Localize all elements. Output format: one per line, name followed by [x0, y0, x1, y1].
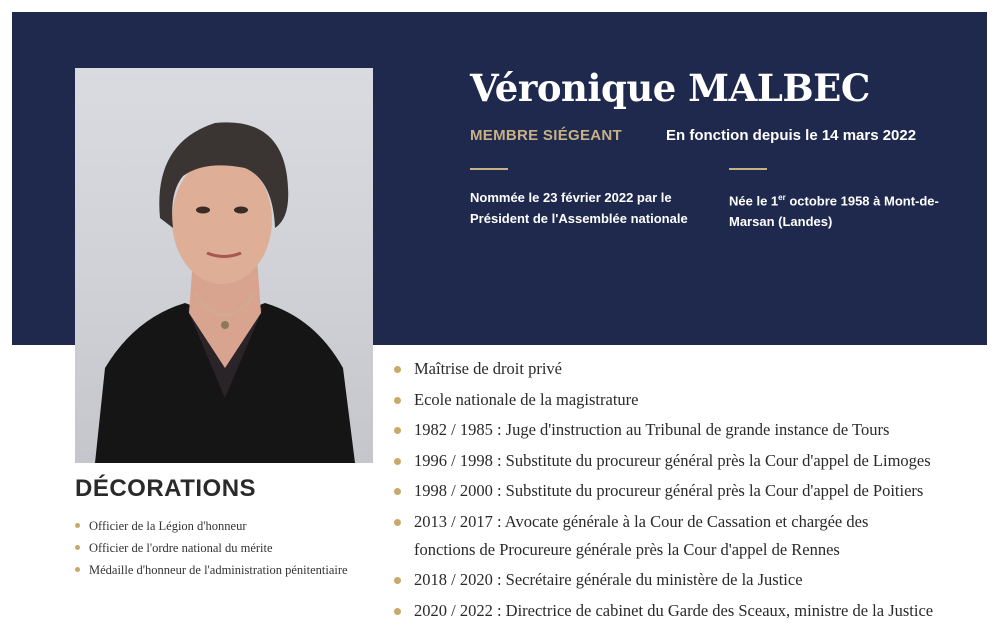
career-item — [392, 566, 933, 594]
career-item — [392, 477, 933, 505]
bullet-icon — [394, 519, 401, 526]
appointment-text: Nommée le 23 février 2022 par le Président de l'Assemblée nationale — [470, 190, 688, 226]
career-item — [392, 355, 933, 383]
bullet-icon — [394, 608, 401, 615]
bullet-icon — [394, 366, 401, 373]
career-item-text: 1996 / 1998 : Substitute du procureur général près la Cour d'appel de Limoges — [414, 450, 931, 470]
bullet-icon — [394, 577, 401, 584]
bullet-icon — [394, 427, 401, 434]
decorations-list — [75, 515, 348, 581]
bullet-icon — [394, 488, 401, 495]
decoration-item-text: Officier de l'ordre national du mérite — [89, 541, 273, 555]
birth-prefix: Née le 1 — [729, 193, 779, 209]
career-item-text: 2018 / 2020 : Secrétaire générale du ministère de la Justice — [414, 570, 803, 589]
career-item — [392, 416, 933, 444]
portrait-illustration — [75, 68, 373, 463]
profile-name: Véronique MALBEC — [470, 66, 870, 110]
bullet-icon — [394, 458, 401, 465]
decoration-item-text: Médaille d'honneur de l'administration pénitentiaire — [89, 563, 348, 577]
career-list — [392, 355, 933, 627]
birth-suffix: octobre 1958 à Mont-de-Marsan (Landes) — [729, 193, 939, 230]
bullet-icon — [75, 523, 80, 528]
career-item-text: 2013 / 2017 : Avocate générale à la Cour de Cassation et chargée des — [414, 511, 869, 531]
career-item — [392, 508, 933, 564]
decoration-item — [75, 559, 348, 581]
career-item-text: Ecole nationale de la magistrature — [414, 389, 639, 409]
birth-sup: er — [778, 193, 786, 202]
gold-divider-left — [470, 168, 508, 170]
decoration-item — [75, 515, 348, 537]
career-item-text: 1982 / 1985 : Juge d'instruction au Tribunal de grande instance de Tours — [414, 420, 890, 439]
career-item-text: 1998 / 2000 : Substitute du procureur général près la Cour d'appel de Poitiers — [414, 481, 924, 500]
tenure-text: En fonction depuis le 14 mars 2022 — [666, 127, 917, 144]
bullet-icon — [75, 567, 80, 572]
career-item — [392, 447, 933, 475]
portrait-photo — [75, 68, 373, 463]
career-item — [392, 597, 933, 625]
gold-divider-right — [729, 168, 767, 170]
birth-text — [729, 187, 964, 232]
career-item-text: 2020 / 2022 : Directrice de cabinet du Garde des Sceaux, ministre de la Justice — [414, 600, 934, 620]
role-label: MEMBRE SIÉGEANT — [470, 127, 623, 144]
bullet-icon — [75, 545, 80, 550]
career-item — [392, 386, 933, 414]
decoration-item — [75, 537, 348, 559]
decoration-item-text: Officier de la Légion d'honneur — [89, 519, 247, 533]
bullet-icon — [394, 397, 401, 404]
career-item-continuation: fonctions de Procureure générale près la Cour d'appel de Rennes — [414, 539, 840, 559]
decorations-title: DÉCORATIONS — [75, 475, 257, 502]
career-item-text: Maîtrise de droit privé — [414, 359, 563, 378]
